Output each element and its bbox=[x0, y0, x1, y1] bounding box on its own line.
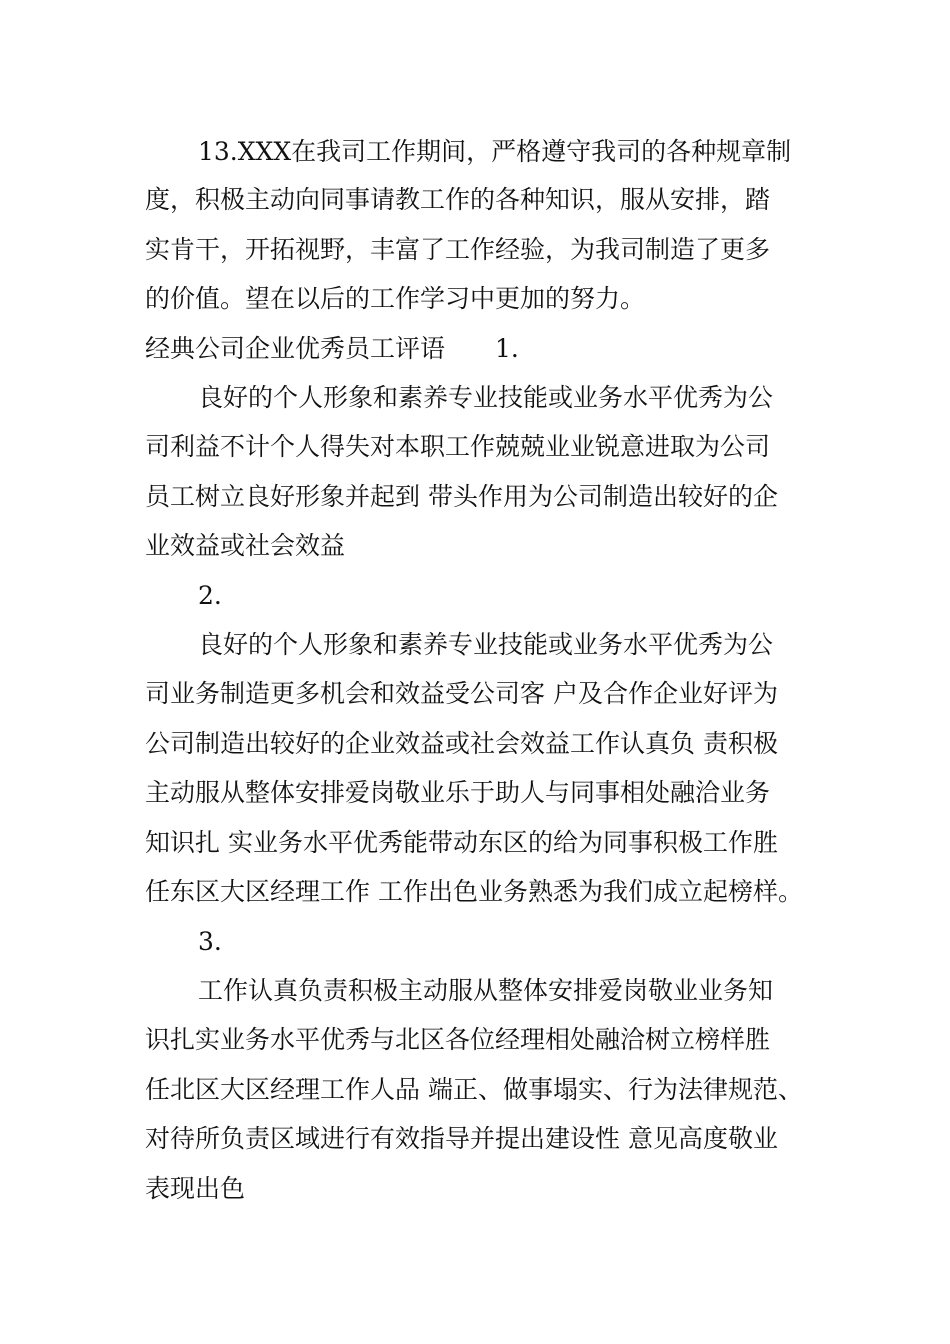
paragraph-line: 表现出色 bbox=[145, 1174, 246, 1203]
paragraph-line: 任北区大区经理工作人品 端正、做事塌实、行为法律规范、 bbox=[145, 1075, 803, 1104]
paragraph-line: 知识扎 实业务水平优秀能带动东区的给为同事积极工作胜 bbox=[145, 828, 778, 857]
paragraph-line: 司利益不计个人得失对本职工作兢兢业业锐意进取为公司 bbox=[145, 432, 771, 461]
section-heading: 经典公司企业优秀员工评语 1. bbox=[145, 334, 519, 363]
paragraph-line: 司业务制造更多机会和效益受公司客 户及合作企业好评为 bbox=[145, 679, 778, 708]
paragraph-line: 业效益或社会效益 bbox=[145, 531, 346, 560]
item-number: 3. bbox=[198, 927, 222, 956]
paragraph-line: 识扎实业务水平优秀与北区各位经理相处融洽树立榜样胜 bbox=[145, 1025, 771, 1054]
paragraph-line: 员工树立良好形象并起到 带头作用为公司制造出较好的企 bbox=[145, 482, 778, 511]
paragraph-line: 工作认真负责积极主动服从整体安排爱岗敬业业务知 bbox=[198, 976, 774, 1005]
paragraph-line: 实肯干，开拓视野，丰富了工作经验，为我司制造了更多 bbox=[145, 235, 771, 264]
paragraph-line: 13.XXX在我司工作期间，严格遵守我司的各种规章制 bbox=[198, 137, 792, 166]
paragraph-line: 良好的个人形象和素养专业技能或业务水平优秀为公 bbox=[198, 630, 774, 659]
paragraph-line: 主动服从整体安排爱岗敬业乐于助人与同事相处融洽业务 bbox=[145, 778, 771, 807]
paragraph-line: 良好的个人形象和素养专业技能或业务水平优秀为公 bbox=[198, 383, 774, 412]
paragraph-line: 任东区大区经理工作 工作出色业务熟悉为我们成立起榜样。 bbox=[145, 877, 803, 906]
paragraph-line: 公司制造出较好的企业效益或社会效益工作认真负 责积极 bbox=[145, 729, 778, 758]
paragraph-line: 对待所负责区域进行有效指导并提出建设性 意见高度敬业 bbox=[145, 1124, 778, 1153]
paragraph-line: 的价值。望在以后的工作学习中更加的努力。 bbox=[145, 284, 646, 313]
item-number: 2. bbox=[198, 581, 222, 610]
paragraph-line: 度，积极主动向同事请教工作的各种知识，服从安排，踏 bbox=[145, 185, 771, 214]
